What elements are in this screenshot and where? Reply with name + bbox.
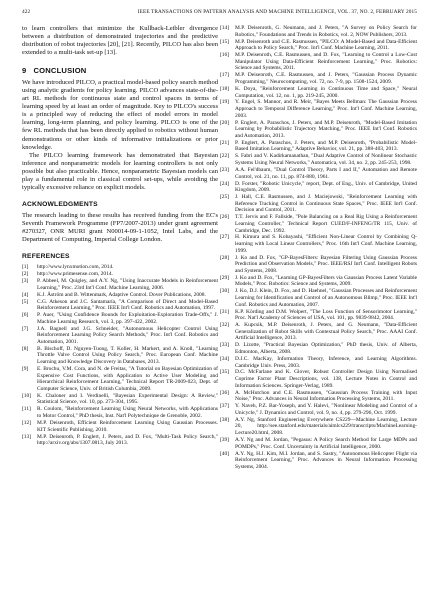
conclusion-paragraph: The PILCO learning framework has demonstrated that Bayesian inference and nonparametric models for learning controllers is not only possible but also practicable. Hence, nonparametric Bayesian models can play a fundamental role in classical control set-ups, while avoiding the typically excessive reliance on explicit models. — [22, 151, 218, 191]
journal-title: IEEE TRANSACTIONS ON PATTERN ANALYSIS AND MACHINE INTELLIGENCE, VOL. 37, NO. 2, FEBRUARY 2015 — [137, 9, 417, 15]
reference-item — [220, 72, 417, 85]
reference-text: R. Coulom, "Reinforcement Learning Using Neural Networks, with Applications to Motor Control," PhD thesis, Inst. Nat'l Polytechnique de Grenoble, 2002. — [37, 406, 218, 419]
right-column — [220, 25, 417, 471]
reference-text: A.A. Fel'dbaum, "Dual Control Theory, Parts I and II," Automation and Remote Control, vol. 21, no. 11, pp. 874-880, 1961. — [235, 166, 417, 180]
reference-number: [26] — [220, 214, 230, 221]
reference-text: J. Ko, D.J. Klein, D. Fox, and D. Haehnel, "Gaussian Processes and Reinforcement Learning for Identification and Control of an Autonomous Blimp," Proc. IEEE Int'l Conf. Robotics and Automation, 2007. — [235, 288, 417, 308]
reference-number: [25] — [220, 194, 230, 201]
reference-item — [220, 52, 417, 72]
reference-item — [22, 420, 218, 433]
reference-item — [220, 120, 417, 140]
reference-number: [23] — [220, 166, 230, 173]
reference-number: [39] — [220, 436, 230, 443]
reference-text: M.P. Deisenroth, C.E. Rasmussen, and D. Fox, "Learning to Control a Low-Cost Manipulator Using Data-Efficient Reinforcement Learning," Proc. Robotics: Science and Systems, 2011. — [235, 52, 417, 72]
reference-text: E. Brochu, V.M. Cora, and N. de Freitas, "A Tutorial on Bayesian Optimization of Expensive Cost Functions, with Application to Active User Modeling and Hierarchical Reinforcement Learning," Technical Report TR-2009-023, Dept. of Computer Science, Univ. of British Columbia, 2009. — [37, 366, 218, 392]
reference-list-right — [220, 25, 417, 470]
reference-number: [1] — [22, 264, 29, 271]
reference-number: [5] — [22, 298, 29, 305]
reference-item — [22, 406, 218, 419]
reference-number: [15] — [220, 38, 230, 45]
section-number: 9 — [22, 66, 27, 76]
reference-text: A.Y. Ng and M. Jordan, "Pegasus: A Policy Search Method for Large MDPs and POMDPs," Proc. Conf. Uncertainty in Artificial Intelligence, 2000. — [235, 436, 417, 450]
reference-number: [3] — [22, 278, 29, 284]
reference-number: [14] — [220, 25, 230, 31]
conclusion-heading — [22, 66, 218, 75]
reference-item — [220, 369, 417, 389]
reference-item — [220, 437, 417, 450]
reference-text: B. Bischoff, D. Nguyen-Tuong, T. Koller, H. Markert, and A. Knoll, "Learning Throttle Valve Control Using Policy Search," Proc. European Conf. Machine Learning and Knowledge Discovery in Databases, 2013. — [37, 345, 218, 366]
reference-text: D. Forster, "Robotic Unicycle," report, Dept. of Eng., Univ. of Cambridge, United Kingdom, 2009. — [235, 180, 417, 194]
reference-number: [19] — [220, 99, 230, 106]
left-column — [22, 25, 218, 447]
reference-item — [220, 417, 417, 437]
reference-number: [17] — [220, 72, 230, 79]
reference-number: [35] — [220, 369, 230, 376]
reference-number: [6] — [22, 312, 29, 319]
reference-number: [10] — [22, 392, 32, 399]
reference-item — [220, 275, 417, 288]
reference-item — [220, 234, 417, 254]
reference-item — [220, 39, 417, 52]
reference-item — [220, 356, 417, 369]
reference-item — [220, 214, 417, 234]
reference-number: [29] — [220, 274, 230, 281]
reference-number: [28] — [220, 254, 230, 261]
reference-text: C.G. Atkeson and J.C. Santamaría, "A Comparison of Direct and Model-Based Reinforcement Learning," Proc. IEEE Int'l Conf. Robotics and Automation, 1997. — [37, 298, 218, 312]
conclusion-paragraph: We have introduced PILCO, a practical model-based policy search method using analytic gradients for policy learning. PILCO advances state-of-the-art RL methods for continuous state and control spaces in terms of learning speed by at least an order of magnitude. Key to PILCO's success is a principled way of reducing the effect of model errors in model learning, long-term planning, and policy learning. PILCO is one of the few RL methods that has been directly applied to robotics without human demonstrations or other kinds of informative initializations or prior knowledge. — [22, 79, 218, 151]
reference-number: [38] — [220, 416, 230, 423]
reference-text: http://www.primesense.com, 2014. — [37, 271, 113, 278]
reference-item — [220, 322, 417, 342]
reference-number: [32] — [220, 322, 230, 329]
reference-text: A. McHutchon and C.E. Rasmussen, "Gaussian Process Training with Input Noise," Proc. Advances in Neural Information Processing Systems, 2011. — [235, 389, 417, 403]
reference-item — [22, 393, 218, 406]
reference-item — [220, 25, 417, 38]
reference-item — [220, 99, 417, 119]
intro-paragraph: to learn controllers that minimize the Kullback-Leibler divergence between a distribution of demonstrated trajectories and the predictive distribution of robot trajectories [20], [21]. Recently, PILCO has also been extended to a multi-task set-up [13]. — [22, 25, 218, 57]
reference-text: M.P. Deisenroth, Efficient Reinforcement Learning Using Gaussian Processes. KIT Scientific Publishing, 2010. — [37, 419, 218, 433]
reference-number: [31] — [220, 308, 230, 315]
reference-number: [21] — [220, 139, 230, 146]
reference-number: [30] — [220, 288, 230, 295]
reference-text: M.P. Deisenroth and C.E. Rasmussen, "PILCO: A Model-Based and Data-Efficient Approach to Policy Search," Proc. Int'l Conf. Machine Learning, 2011. — [235, 38, 417, 52]
reference-number: [36] — [220, 389, 230, 396]
reference-item — [22, 271, 218, 278]
reference-text: M.P. Deisenroth, G. Neumann, and J. Peters, "A Survey on Policy Search for Robotics," Foundations and Trends in Robotics, vol. 2, NOW Publishers, 2013. — [235, 25, 417, 38]
reference-item — [22, 299, 218, 312]
reference-text: A.Y. Ng, H.J. Kim, M.I. Jordan, and S. Sastry, "Autonomous Helicopter Flight via Reinforcement Learning," Proc. Advances in Neural Information Processing Systems, 2004. — [235, 450, 417, 470]
reference-text: S. Fabri and V. Kadirkamanathan, "Dual Adaptive Control of Nonlinear Stochastic Systems Using Neural Networks," Automatica, vol. 34, no. 2, pp. 245-253, 1998. — [235, 153, 417, 166]
reference-text: K. Doya, "Reinforcement Learning in Continuous Time and Space," Neural Computation, vol. 12, no. 1, pp. 219-245, 2000. — [235, 85, 417, 99]
reference-text: Y. Engel, S. Mannor, and R. Meir, "Bayes Meets Bellman: The Gaussian Process Approach to Temporal Difference Learning," Proc. Int'l Conf. Machine Learning, 2003. — [235, 99, 417, 119]
reference-text: P. Englert, A. Paraschos, J. Peters, and M.P. Deisenroth, "Model-Based Imitation Learning by Probabilistic Trajectory Matching," Proc. IEEE Int'l Conf. Robotics and Automation, 2013. — [235, 119, 417, 139]
reference-item — [22, 326, 218, 346]
reference-number: [9] — [22, 366, 29, 373]
reference-text: H. Kimura and S. Kobayashi, "Efficient Non-Linear Control by Combining Q-learning with Local Linear Controllers," Proc. 16th Int'l Conf. Machine Learning, 1999. — [235, 234, 417, 254]
reference-text: D. Lizotte, "Practical Bayesian Optimization," PhD thesis, Univ. of Alberta, Edmonton, Alberta, 2008. — [235, 342, 417, 355]
reference-number: [24] — [220, 180, 230, 187]
reference-text: D.C. McFarlane and K. Glover, Robust Controller Design Using Normalised Coprime Factor Plant Descriptions, vol. 138, Lecture Notes in Control and Information Sciences. Springer-Verlag, 1989. — [235, 369, 417, 389]
reference-text: K. Chaloner and I. Verdinelli, "Bayesian Experimental Design: A Review," Statistical Science, vol. 10, pp. 273-304, 1995. — [37, 392, 218, 406]
reference-number: [7] — [22, 325, 29, 332]
reference-number: [37] — [220, 403, 230, 410]
reference-item — [220, 451, 417, 471]
reference-item — [220, 194, 417, 214]
reference-list-left — [22, 264, 218, 447]
reference-item — [220, 255, 417, 275]
reference-text: P. Abbeel, M. Quigley, and A.Y. Ng, "Using Inaccurate Models in Reinforcement Learning," Proc. 23rd Int'l Conf. Machine Learning, 2006. — [37, 278, 218, 291]
reference-item — [220, 390, 417, 403]
reference-item — [220, 342, 417, 355]
reference-number: [33] — [220, 342, 230, 349]
reference-text: P. Englert, A. Paraschos, J. Peters, and M.P. Deisenroth, "Probabilistic Model-Based Imitation Learning," Adaptive Behavior, vol. 21, pp. 388-403, 2013. — [235, 139, 417, 153]
reference-text: M.P. Deisenroth, P. Englert, J. Peters, and D. Fox, "Multi-Task Policy Search," http://arxiv.org/abs/1307.0813, July 2013. — [37, 433, 218, 447]
reference-text: P. Auer, "Using Confidence Bounds for Exploitation-Exploration Trade-Offs," J. Machine Learning Research, vol. 3, pp. 397-422, 2002. — [37, 312, 218, 325]
reference-number: [13] — [22, 433, 32, 440]
reference-number: [22] — [220, 153, 230, 160]
reference-item — [220, 181, 417, 194]
reference-text: J. Ko and D. Fox, "Learning GP-BayesFilters via Gaussian Process Latent Variable Models," Proc. Robotics: Science and Systems, 2009. — [235, 274, 417, 288]
reference-number: [8] — [22, 345, 29, 352]
running-header — [22, 9, 417, 17]
reference-number: [34] — [220, 355, 230, 362]
reference-item — [22, 292, 218, 299]
reference-item — [220, 153, 417, 166]
reference-text: Y. Naveh, P.Z. Bar-Yoseph, and Y. Halevi, "Nonlinear Modeling and Control of a Unicycle," J. Dynamics and Control, vol. 9, no. 4, pp. 279-296, Oct. 1999. — [235, 403, 417, 416]
section-title: CONCLUSION — [33, 66, 87, 76]
reference-number: [27] — [220, 234, 230, 241]
reference-number: [16] — [220, 52, 230, 59]
acknowledgments-text: The research leading to these results has received funding from the EC's Seventh Framework Programme (FP7/2007-2013) under grant agreement #270327, ONR MURI grant N00014-09-1-1052, Intel Labs, and the Department of Computing, Imperial College London. — [22, 211, 218, 243]
reference-text: http://www.lynxmotion.com, 2014. — [37, 264, 114, 271]
reference-number: [18] — [220, 85, 230, 92]
reference-text: T.T. Jervis and F. Fallside, "Pole Balancing on a Real Rig Using a Reinforcement Learning Controller," Technical Report CUED/F-INFENG/TR 115, Univ. of Cambridge, Dec. 1992. — [235, 214, 417, 234]
reference-item — [220, 86, 417, 99]
reference-item — [220, 167, 417, 180]
reference-text: D.J.C. MacKay, Information Theory, Inference, and Learning Algorithms. Cambridge Univ. Press, 2003. — [235, 355, 417, 369]
references-heading: REFERENCES — [22, 253, 70, 261]
reference-text: A. Kupcsik, M.P. Deisenroth, J. Peters, and G. Neumann, "Data-Efficient Generalization of Robot Skills with Contextual Policy Search," Proc. AAAI Conf. Artificial Intelligence, 2013. — [235, 322, 417, 342]
reference-item — [22, 278, 218, 291]
reference-text: J. Hall, C.E. Rasmussen, and J. Maciejowski, "Reinforcement Learning with Reference Tracking Control in Continuous State Spaces," Proc. IEEE Int'l Conf. Decision and Control, 2011. — [235, 194, 417, 214]
reference-text: K.J. Åström and B. Wittenmark, Adaptive Control. Dover Publications, 2008. — [37, 291, 206, 298]
reference-item — [220, 403, 417, 416]
reference-number: [12] — [22, 419, 32, 426]
reference-item — [22, 264, 218, 271]
acknowledgments-heading: ACKNOWLEDGMENTS — [22, 200, 98, 208]
reference-item — [22, 346, 218, 366]
reference-number: [20] — [220, 119, 230, 126]
reference-item — [220, 288, 417, 308]
reference-number: [2] — [22, 271, 29, 278]
reference-number: [4] — [22, 291, 29, 298]
reference-text: A.Y. Ng, Stanford Engineering Everywhere CS229—Machine Learning, Lecture 20, http://see.stanford.edu/materials/aimlcs229/transcripts/MachineLearning-Lecture20.html, 2008. — [235, 416, 417, 436]
reference-item — [22, 366, 218, 392]
reference-item — [22, 434, 218, 447]
reference-text: M.P. Deisenroth, C.E. Rasmussen, and J. Peters, "Gaussian Process Dynamic Programming," Neurocomputing, vol. 72, no. 7-9, pp. 1508-1524, 2009. — [235, 72, 417, 85]
reference-item — [22, 312, 218, 325]
reference-text: J. Ko and D. Fox, "GP-BayesFilters: Bayesian Filtering Using Gaussian Process Prediction and Observation Models," Proc. IEEE/RSJ Int'l Conf. Intelligent Robots and Systems, 2008. — [235, 254, 417, 274]
reference-item — [220, 140, 417, 153]
reference-text: J.A. Bagnell and J.G. Schneider, "Autonomous Helicopter Control Using Reinforcement Learning Policy Search Methods," Proc. Int'l Conf. Robotics and Automation, 2001. — [37, 325, 218, 345]
reference-text: K.P. Körding and D.M. Wolpert, "The Loss Function of Sensorimotor Learning," Proc. Nat'l Academy of Sciences of USA, vol. 101, pp. 9839-9842, 2004. — [235, 308, 417, 322]
reference-item — [220, 309, 417, 322]
reference-number: [40] — [220, 450, 230, 457]
page-number: 422 — [22, 9, 31, 15]
reference-number: [11] — [22, 406, 31, 413]
